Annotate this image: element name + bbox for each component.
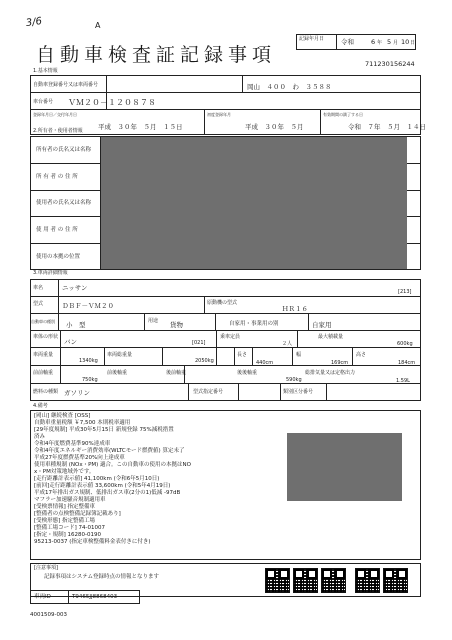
gross-weight-label: 車両総重量 [107,352,133,358]
issue-date-era: 令和 [341,38,354,46]
remarks-line: 95213-0037 (指定車検整備料金表付きに付き) [34,539,151,545]
base-location-label: 使用の本拠の位置 [36,254,81,260]
remarks-line: [岡山] 継続検査 [OSS] [34,413,91,419]
use-label: 用途 [148,318,159,324]
stamp-mark: A [95,21,101,30]
document-number: 711230156244 [365,60,415,68]
capacity-value: ２人 [282,341,293,347]
remarks-line: 令和4年度燃費基準90%達成車 [34,441,111,447]
max-load-value: 600kg [397,341,413,347]
first-registration-label: 登録年月日／交付年月日 [33,112,77,117]
section-vehicle-title: 3.車両詳細情報 [33,270,68,276]
length-value: 440cm [256,360,274,366]
model-value: ＤＢＦ－ＶＭ２０ [62,302,114,310]
chassis-number-value: ＶＭ２０－１２０８７８ [68,98,156,107]
front-axle-value: 750kg [82,377,98,383]
remarks-redaction [287,433,402,501]
remarks-line: 自動車重量税額 ￥7,500 本則税率適用 [34,420,131,426]
width-label: 幅 [296,352,302,358]
displacement-value: 1.59L [396,378,410,384]
rear-front-axle-label: 後前軸重 [166,370,187,376]
category-label: 類別区分番号 [283,389,314,395]
body-shape-code: [021] [192,340,206,346]
first-year-value: 平成 ３０年 ５月 [245,123,304,131]
remarks-line: [受検形態] 指定整備工場 [34,518,96,524]
user-name-label: 使用者の氏名又は名称 [36,200,92,206]
model-label: 型式 [33,301,44,307]
fuel-value: ガソリン [64,389,90,397]
use-value: 貨物 [170,321,183,329]
remarks-line: 済み [34,434,46,440]
first-registration-value: 平成 ３０年 ５月 １５日 [98,123,183,131]
issue-date-day: 10 [401,38,410,46]
body-shape-value: バン [64,338,77,346]
issue-date-month: 5 [387,38,392,46]
section-remarks-title: 4.備考 [33,403,48,409]
form-number: 4001509-003 [30,612,67,618]
remarks-line: 令和4年度エネルギー消費効率(WLTCモード燃費値) 算定未了 [34,448,185,454]
section-owner-title: 2.所有者・使用者情報 [33,128,83,134]
remarks-line: マフラー加速騒音規制適用車 [34,497,106,503]
qr-code-5 [383,568,408,593]
maker-value: ニッサン [62,284,88,292]
notes-title: [注意事項] [34,565,58,571]
remarks-line: 使用車種規制 (NOx・PM) 適合。この自動車の使用の本拠はNO [34,462,191,468]
front-rear-axle-label: 前後軸重 [107,370,128,376]
vehicle-id-label: 車両ID [34,594,51,600]
owner-name-label: 所有者の氏名又は名称 [36,147,92,153]
registration-number-value: 岡山 ４００ わ ３５８８ [247,83,332,91]
business-type-value: 自家用 [312,321,332,329]
qr-code-2 [293,568,318,593]
vehicle-id-value: T9465JJ8868403 [72,594,118,600]
vehicle-kind-value: 小 型 [66,321,86,329]
user-address-label: 使 用 者 の 住 所 [36,227,78,233]
qr-code-4 [355,568,380,593]
owner-info-redaction [101,137,407,269]
displacement-label: 総排気量又は定格出力 [305,370,356,376]
rear-axle-value: 590kg [286,377,302,383]
expiry-label: 有効期間の満了する日 [323,112,363,117]
remarks-line: [整備者の点検整備記録簿記載あり] [34,511,121,517]
body-shape-label: 車体の形状 [33,334,59,340]
front-axle-label: 前前軸重 [33,370,54,376]
remarks-line: [受検票情報] 指定整備車 [34,504,96,510]
section-basic-title: 1.基本情報 [33,68,58,74]
fuel-label: 燃料の種類 [33,389,59,395]
maker-label: 車名 [33,285,44,291]
remarks-line: [前回]走行距離計表示値 33,600km (令和5年4月19日) [34,483,171,489]
engine-model-value: ＨＲ１６ [282,305,308,313]
width-value: 169cm [331,360,349,366]
engine-model-label: 原動機の型式 [207,300,238,306]
vehicle-kind-label: 自動車の種別 [31,319,55,324]
capacity-label: 乗車定員 [220,334,241,340]
remarks-line: 平成17年排出ガス規制、低排出ガス車(2分の1)低減 -97dB [34,490,181,496]
page-title: 自動車検査証記録事項 [36,44,277,66]
qr-code-3 [321,568,346,593]
vehicle-weight-label: 車両重量 [33,352,54,358]
rear-axle-label: 後後軸重 [237,370,258,376]
max-load-label: 最大積載量 [318,334,344,340]
remarks-line: [29年度規制] 平成30年5月15日 新規登録 75%減税措置 [34,427,174,433]
qr-code-1 [265,568,290,593]
owner-address-label: 所 有 者 の 住 所 [36,174,78,180]
height-label: 高さ [356,352,367,358]
vehicle-weight-value: 1340kg [79,358,98,364]
remarks-line: [指定・規制] 16280-0190 [34,532,102,538]
issue-date-year: 6 [371,38,376,46]
business-type-label: 自家用・事業用の別 [229,321,279,327]
remarks-line: x・PM対策地域外です。 [34,469,95,475]
maker-code: [213] [398,289,412,295]
handwritten-note: 3/6 [25,15,43,30]
first-year-label: 初度登録年月 [207,112,231,117]
notes-text: 記録事項はシステム登録時点の情報となります [44,574,159,580]
issue-date-label: 記録年月日 [299,36,325,42]
gross-weight-value: 2050kg [195,358,214,364]
chassis-number-label: 車台番号 [33,99,54,105]
registration-number-label: 自動車登録番号又は車両番号 [33,82,99,88]
height-value: 184cm [398,360,416,366]
remarks-text [34,413,284,546]
remarks-line: [走行距離計表示値] 41,100km (令和6年5月10日) [34,476,160,482]
expiry-value: 令和 ７年 ５月 １４日 [348,123,426,131]
type-approval-label: 型式指定番号 [193,389,224,395]
remarks-line: [整備工場コード] 74-01007 [34,525,106,531]
remarks-line: 平成27年度燃費基準20%向上達成車 [34,455,125,461]
length-label: 長さ [237,352,248,358]
